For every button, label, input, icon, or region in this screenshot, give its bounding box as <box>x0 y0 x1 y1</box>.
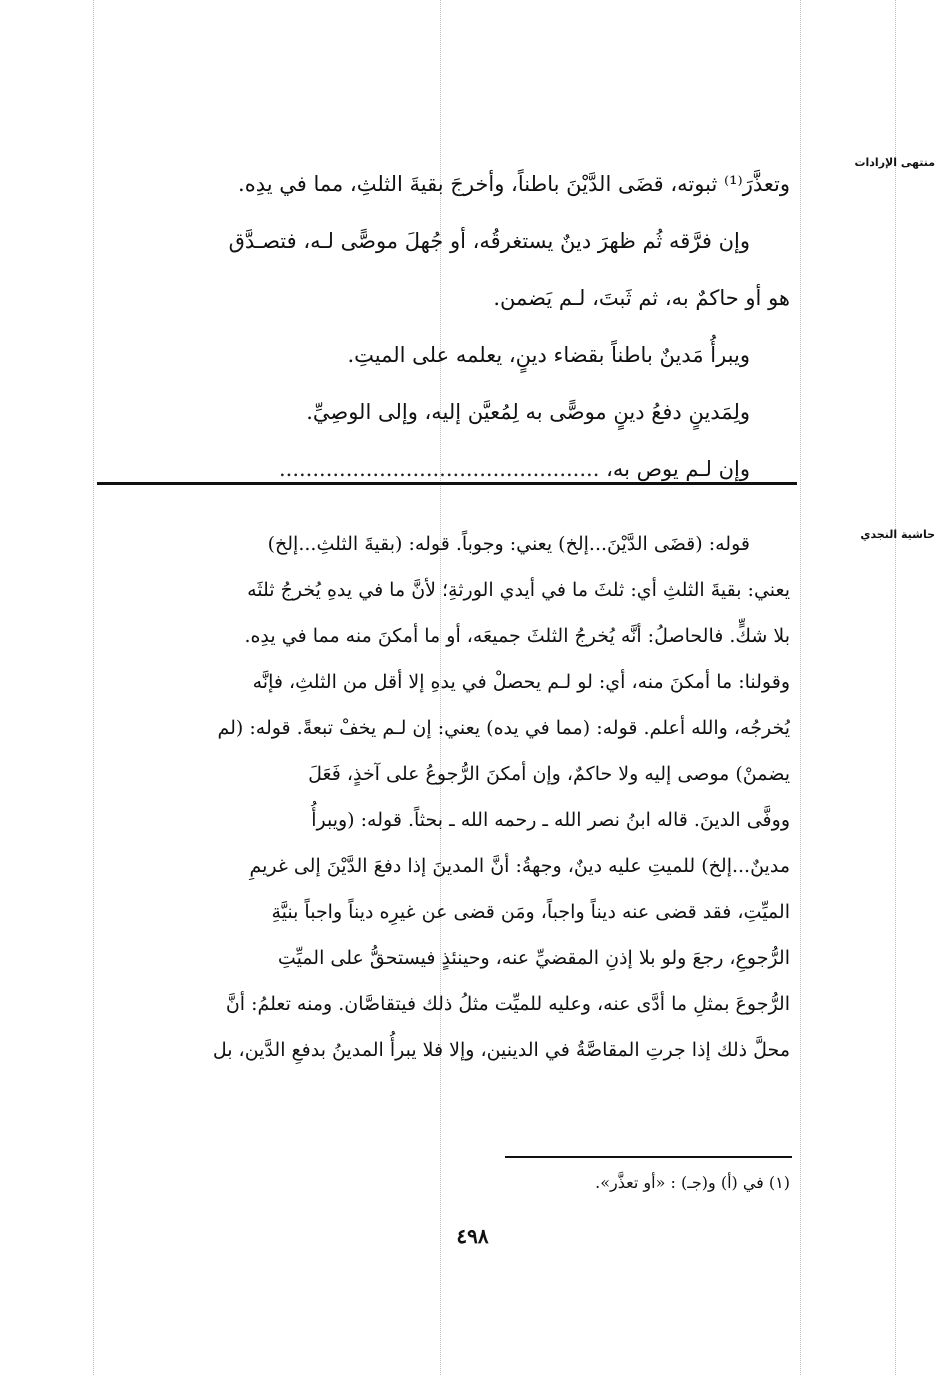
commentary-line: الرُّجوعِ، رجعَ ولو بلا إذنِ المقضيِّ عنه، وحينئذٍ فيستحقُّ على الميِّتِ <box>277 947 790 969</box>
footnote: (١) في (أ) و(جـ) : «أو تعذَّر». <box>595 1173 790 1192</box>
commentary-line: يعني: بقيةَ الثلثِ أي: ثلثَ ما في أيدي الورثةِ؛ لأنَّ ما في يدهِ يُخرجُ ثلثَه <box>247 579 790 601</box>
commentary-line: يضمنْ) موصى إليه ولا حاكمٌ، وإن أمكنَ الرُّجوعُ على آخذٍ، فَعَلَ <box>308 763 790 785</box>
side-label-main-text: منتهى الإرادات <box>854 156 935 169</box>
footnote-divider <box>505 1156 792 1158</box>
commentary-line: الميِّتِ، فقد قضى عنه ديناً واجباً، ومَن قضى عن غيرِه ديناً واجباً بنيَّةِ <box>271 901 790 923</box>
main-text-line: وتعذَّرَ⁽¹⁾ ثبوته، قضَى الدَّيْنَ باطناً، وأخرجَ بقيةَ الثلثِ، مما في يدِه. <box>238 172 790 196</box>
commentary-line: الرُّجوعَ بمثلِ ما أدَّى عنه، وعليه للميِّت مثلُ ذلك فيتقاصَّان. ومنه تعلمُ: أنَّ <box>225 993 790 1015</box>
commentary-line: محلَّ ذلك إذا جرتِ المقاصَّةُ في الدينين، وإلا فلا يبرأُ المدينُ بدفعِ الدَّين، بل <box>212 1039 790 1061</box>
commentary-line: يُخرجُه، والله أعلم. قوله: (مما في يده) يعني: إن لـم يخفْ تبعةً. قوله: (لم <box>217 717 790 739</box>
commentary-line: بلا شكٍّ. فالحاصلُ: أنَّه يُخرجُ الثلثَ جميعَه، أو ما أمكنَ منه مما في يدِه. <box>244 625 790 647</box>
commentary-text <box>100 521 790 1073</box>
commentary-line: قوله: (قضَى الدَّيْنَ...إلخ) يعني: وجوباً. قوله: (بقيةَ الثلثِ...إلخ) <box>267 533 750 555</box>
main-text-line: وإن فرَّقه ثُم ظهرَ دينٌ يستغرقُه، أو جُهلَ موصًّى لـه، فتصـدَّق <box>228 229 750 253</box>
main-text-line: ولِمَدينٍ دفعُ دينٍ موصًّى به لِمُعيَّن إليه، وإلى الوصِيِّ. <box>306 400 750 424</box>
main-text-line: هو أو حاكمٌ به، ثم ثَبتَ، لـم يَضمن. <box>493 286 790 310</box>
continuation-dots: ................................................ <box>278 457 600 481</box>
scan-guide-line <box>800 0 801 1375</box>
commentary-line: مدينٌ...إلخ) للميتِ عليه دينٌ، وجهةُ: أنَّ المدينَ إذا دفعَ الدَّيْنَ إلى غريمِ <box>249 855 790 877</box>
main-text-line: ويبرأُ مَدينٌ باطناً بقضاء دينٍ، يعلمه على الميتِ. <box>347 343 750 367</box>
scan-guide-line <box>895 0 896 1375</box>
side-label-commentary: حاشية النجدي <box>860 528 935 541</box>
main-text-line-last: وإن لـم يوصِ به، <box>606 457 750 481</box>
main-text <box>100 156 790 498</box>
section-divider <box>97 482 797 485</box>
page-number: ٤٩٨ <box>456 1224 489 1248</box>
commentary-line: وقولنا: ما أمكنَ منه، أي: لو لـم يحصلْ في يدهِ إلا أقل من الثلثِ، فإنَّه <box>252 671 790 693</box>
commentary-line: ووفَّى الدينَ. قاله ابنُ نصر الله ـ رحمه الله ـ بحثاً. قوله: (ويبرأُ <box>311 809 790 831</box>
scan-guide-line <box>93 0 94 1375</box>
main-text-line <box>100 441 790 498</box>
